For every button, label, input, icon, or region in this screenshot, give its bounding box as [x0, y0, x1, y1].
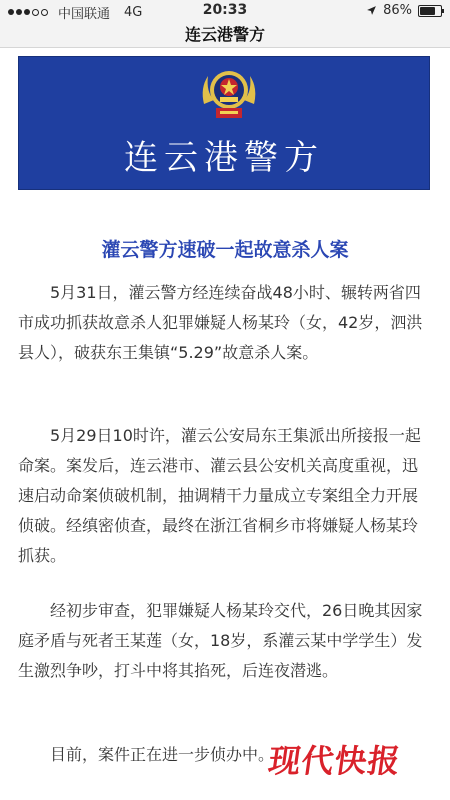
article-paragraph: 目前，案件正在进一步侦办中。 [50, 745, 275, 764]
article-paragraph: 5月29日10时许，灌云公安局东王集派出所接报一起命案。案发后，连云港市、灌云县公安机关高度重视，迅速启动命案侦破机制，抽调精干力量成立专案组全力开展侦破。经缜密侦查，最终在浙江省桐乡市将嫌疑人杨某玲抓获。 [18, 426, 421, 565]
police-emblem-icon [198, 64, 260, 124]
status-time: 20:33 [202, 2, 248, 18]
battery-icon [418, 5, 442, 17]
status-bar [0, 0, 450, 22]
article-paragraph: 经初步审查，犯罪嫌疑人杨某玲交代，26日晚其因家庭矛盾与死者王某莲（女，18岁，系灌云某中学学生）发生激烈争吵，打斗中将其掐死，后连夜潜逃。 [18, 601, 423, 680]
page-title: 连云港警方 [184, 25, 265, 44]
carrier-name: 中国联通 [58, 7, 111, 22]
top-bar [0, 0, 450, 48]
article-paragraph: 5月31日，灌云警方经连续奋战48小时、辗转两省四市成功抓获故意杀人犯罪嫌疑人杨某玲（女，42岁，泗洪县人），破获东王集镇“5.29”故意杀人案。 [18, 283, 423, 362]
article-title: 灌云警方速破一起故意杀人案 [101, 239, 349, 261]
header-banner [18, 56, 430, 190]
location-arrow-icon [366, 5, 377, 16]
battery-percent: 86% [383, 3, 412, 18]
banner-title: 连云港警方 [124, 138, 324, 178]
network-type: 4G [124, 5, 143, 20]
newspaper-watermark: 现代快报 [266, 742, 404, 780]
